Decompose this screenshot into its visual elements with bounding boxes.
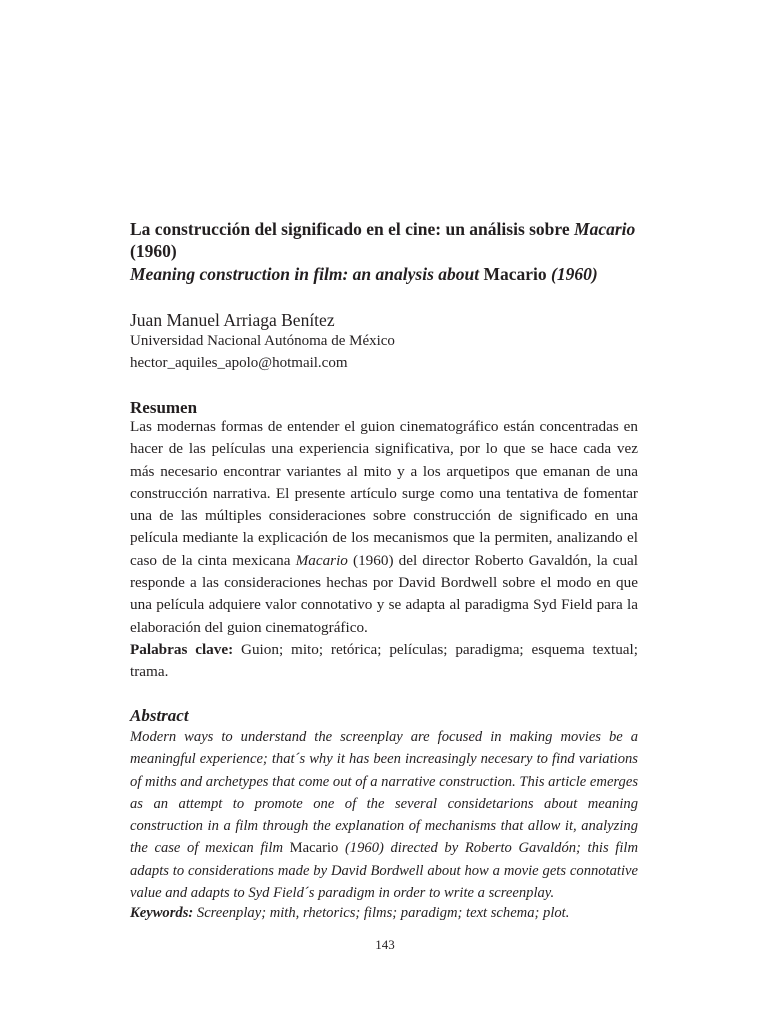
resumen-text-2: (1960) del director Roberto Gavaldón, la cual responde a las consideraciones hechas por David Bordwell sobre el modo en que una película adquiere valor connotativo y se adapta al paradigma Syd Field para la elaboración del guion cinematográfico. <box>130 551 639 636</box>
keywords-list: Screenplay; mith, rhetorics; films; paradigm; text schema; plot. <box>193 905 570 921</box>
title-en-film: Macario <box>483 264 547 284</box>
keywords-label: Keywords: <box>130 905 194 921</box>
author-email: hector_aquiles_apolo@hotmail.com <box>130 355 348 371</box>
author-affiliation: Universidad Nacional Autónoma de México <box>130 333 395 349</box>
resumen-heading: Resumen <box>130 398 198 417</box>
abstract-text-1: Modern ways to understand the screenplay are focused in making movies be a meaningful experience; that´s why it has been increasingly necesary to find variations of miths and archetypes that come out of a narrative construction. This article emerges as an attempt to promote one of the several considetarions about meaning construction in a film through the explanation of mechanisms that allow it, analyzing the case of mexican film <box>130 729 639 857</box>
abstract-text-2: (1960) directed by Roberto Gavaldón; this film adapts to considerations made by David Bordwell about how a movie gets connotative value and adapts to Syd Field´s paradigm in order to write a screenplay. <box>130 840 638 902</box>
title-english <box>130 263 638 285</box>
palabras-clave-list: Guion; mito; retórica; películas; paradigma; esquema textual; trama. <box>130 641 638 681</box>
abstract-film-title: Macario <box>289 840 339 857</box>
abstract-heading: Abstract <box>130 706 189 725</box>
author-name: Juan Manuel Arriaga Benítez <box>130 310 335 330</box>
resumen-text-1: Las modernas formas de entender el guion cinematográfico están concentradas en hacer de las películas una experiencia significativa, por lo que se hace cada vez más necesario encontrar variantes al mito y a los arquetipos que emanan de una construcción narrativa. El presente artículo surge como una tentativa de fomentar una de las múltiples consideraciones sobre construcción de significado en una película mediante la explicación de los mecanismos que la permiten, analizando el caso de la cinta mexicana <box>130 418 638 569</box>
palabras-clave-label: Palabras clave: <box>130 641 234 658</box>
resumen-film-title: Macario <box>295 551 348 569</box>
palabras-clave <box>130 639 638 684</box>
title-es-text: La construcción del significado en el cine: un análisis sobre <box>130 219 575 239</box>
title-en-text: Meaning construction in film: an analysis about <box>130 264 484 284</box>
resumen-body <box>130 416 638 639</box>
abstract-body <box>130 726 638 904</box>
title-spanish <box>130 218 638 262</box>
page-number: 143 <box>375 937 395 952</box>
title-es-year: (1960) <box>130 241 177 261</box>
keywords <box>130 902 638 924</box>
title-en-year: (1960) <box>546 264 598 284</box>
title-es-film: Macario <box>574 219 636 239</box>
